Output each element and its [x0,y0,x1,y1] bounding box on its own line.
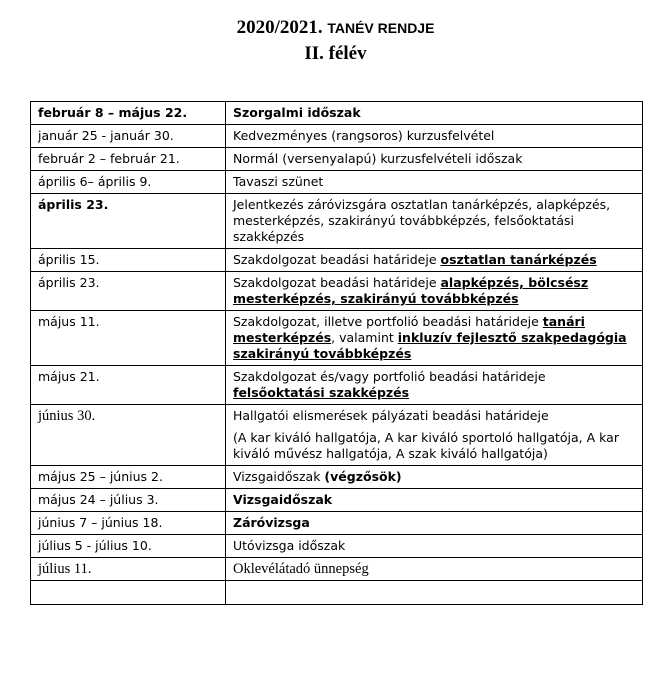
table-row [31,311,643,366]
event-cell: Szorgalmi időszak [226,102,643,125]
table-row-empty [31,581,643,605]
date-cell: június 30. [31,405,226,466]
event-cell: Kedvezményes (rangsoros) kurzusfelvétel [226,125,643,148]
date-cell: január 25 - január 30. [31,125,226,148]
table-row [31,249,643,272]
event-cell [226,466,643,489]
date-cell: április 23. [31,194,226,249]
event-note: (A kar kiváló hallgatója, A kar kiváló sportoló hallgatója, A kar kiváló művész hallgatója, A szak kiváló hallgatója) [233,430,619,461]
date-cell: április 23. [31,272,226,311]
event-cell: Normál (versenyalapú) kurzusfelvételi időszak [226,148,643,171]
date-cell: április 15. [31,249,226,272]
table-row [31,405,643,466]
date-cell: május 25 – június 2. [31,466,226,489]
date-cell [31,581,226,605]
event-cell [226,405,643,466]
date-cell: július 11. [31,558,226,581]
event-emphasis: alapképzés, bölcsész mesterképzés, szakirányú továbbképzés [233,275,589,306]
date-cell: május 24 – július 3. [31,489,226,512]
event-text: Szakdolgozat, illetve portfolió beadási határideje [233,314,543,329]
title-year: 2020/2021. [236,17,323,38]
event-text: Hallgatói elismerések pályázati beadási határideje [233,408,549,423]
date-cell: május 21. [31,366,226,405]
semester-title: II. félév [304,43,367,64]
event-emphasis-2: inkluzív fejlesztő szakpedagógia szakirányú továbbképzés [233,330,627,361]
event-cell [226,581,643,605]
table-row [31,194,643,249]
table-row [31,125,643,148]
event-emphasis: felsőoktatási szakképzés [233,385,410,400]
event-cell [226,366,643,405]
table-row [31,171,643,194]
table-row [31,489,643,512]
table-row [31,512,643,535]
event-bold: (végzősök) [324,469,402,484]
event-emphasis: tanári mesterképzés [233,314,585,345]
event-text: Szakdolgozat beadási határideje [233,275,441,290]
date-cell: február 2 – február 21. [31,148,226,171]
table-row [31,272,643,311]
event-cell: Oklevélátadó ünnepség [226,558,643,581]
event-emphasis: osztatlan tanárképzés [440,252,597,267]
event-cell: Záróvizsga [226,512,643,535]
date-cell: május 11. [31,311,226,366]
date-cell: július 5 - július 10. [31,535,226,558]
event-cell [226,249,643,272]
table-row [31,466,643,489]
event-text: Vizsgaidőszak [233,469,325,484]
title-text: TANÉV RENDJE [327,20,435,36]
date-cell: február 8 – május 22. [31,102,226,125]
event-cell: Jelentkezés záróvizsgára osztatlan tanárképzés, alapképzés, mesterképzés, szakirányú továbbképzés, felsőoktatási szakképzés [226,194,643,249]
event-cell: Tavaszi szünet [226,171,643,194]
document-title [0,16,671,40]
event-cell: Vizsgaidőszak [226,489,643,512]
event-cell [226,272,643,311]
event-text-mid: , valamint [331,330,398,345]
date-cell: április 6– április 9. [31,171,226,194]
table-row [31,102,643,125]
table-row [31,558,643,581]
schedule-table [30,101,643,605]
event-cell [226,311,643,366]
event-cell: Utóvizsga időszak [226,535,643,558]
table-row [31,148,643,171]
event-text: Szakdolgozat beadási határideje [233,252,441,267]
table-row [31,535,643,558]
date-cell: június 7 – június 18. [31,512,226,535]
table-row [31,366,643,405]
event-text: Szakdolgozat és/vagy portfolió beadási határideje [233,369,546,384]
